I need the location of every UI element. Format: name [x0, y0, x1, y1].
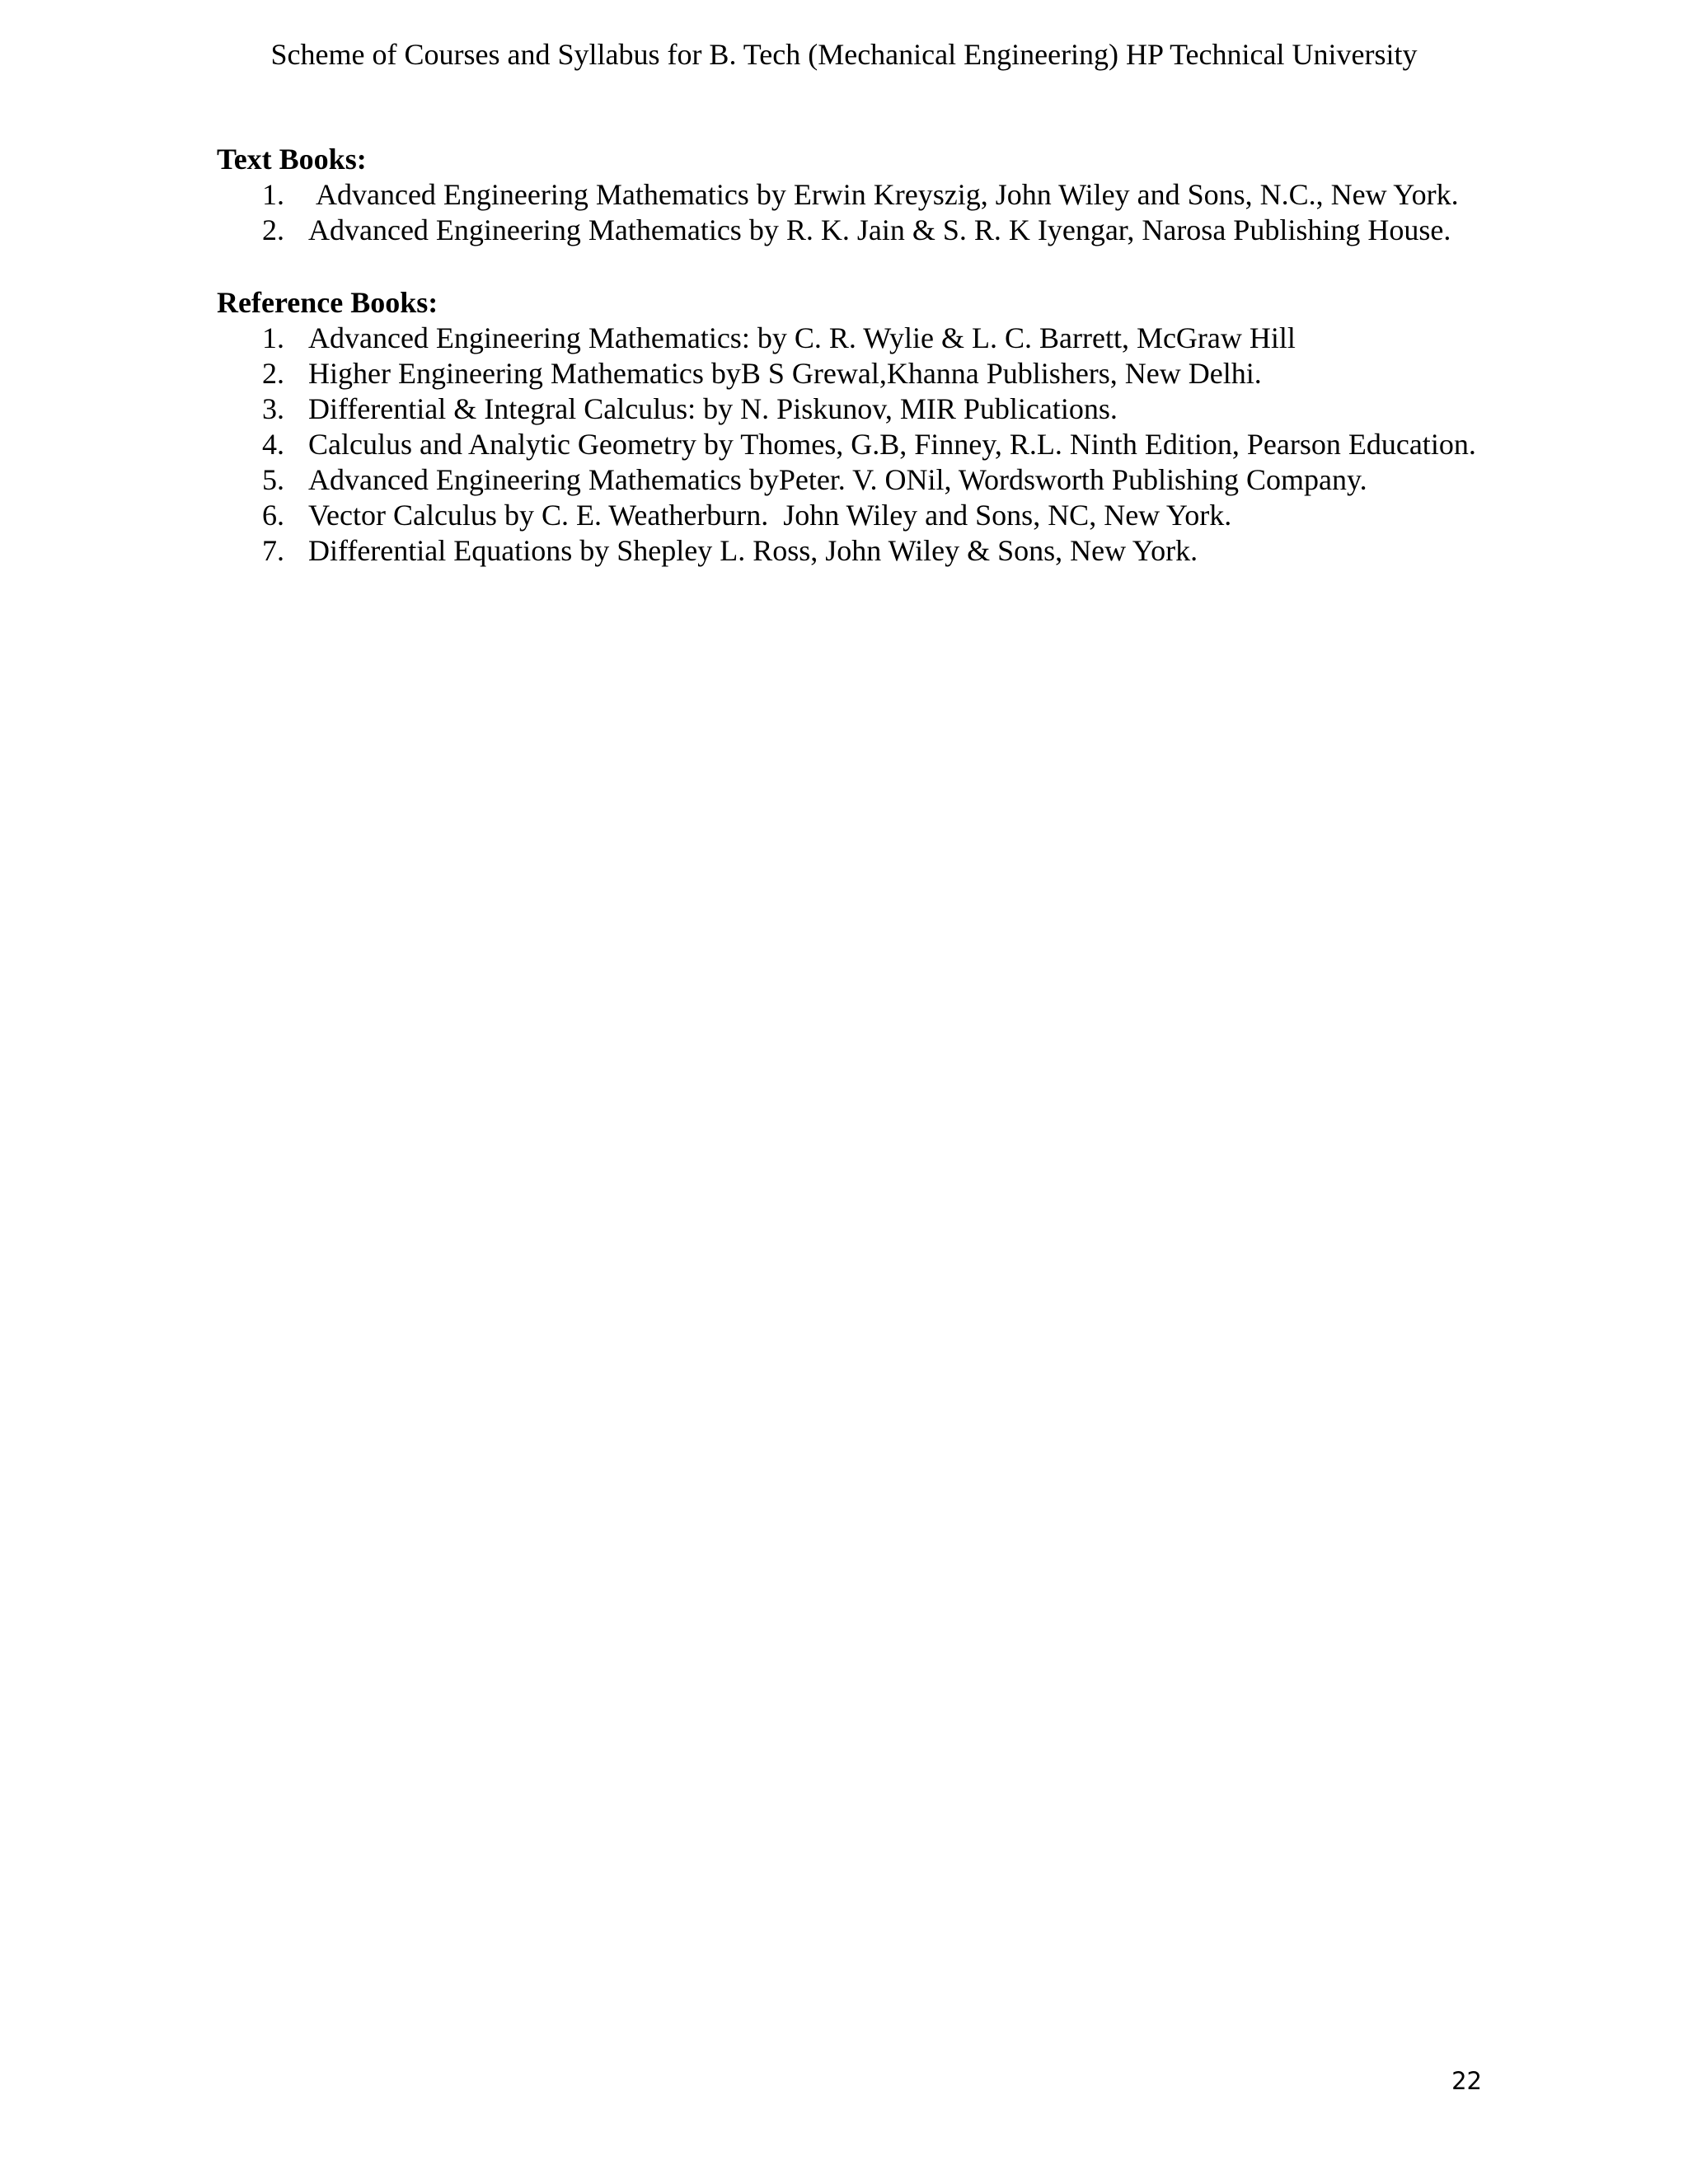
list-item-number: 2.	[262, 213, 284, 246]
list-item	[217, 177, 1482, 213]
list-item	[217, 213, 1482, 248]
list-item-number: 1.	[262, 178, 284, 211]
text-books-heading: Text Books:	[217, 143, 367, 176]
list-item	[217, 391, 1482, 427]
text-books-list	[217, 177, 1482, 248]
reference-books-heading: Reference Books:	[217, 286, 438, 319]
list-item	[217, 427, 1482, 462]
reference-books-section	[217, 285, 1482, 569]
list-item	[217, 462, 1482, 498]
document-body	[217, 142, 1482, 569]
list-item-text: Vector Calculus by C. E. Weatherburn. John Wiley and Sons, NC, New York.	[308, 499, 1232, 532]
list-item-number: 5.	[262, 463, 284, 496]
reference-books-list	[217, 321, 1482, 569]
list-item-text: Calculus and Analytic Geometry by Thomes, G.B, Finney, R.L. Ninth Edition, Pearson Education.	[308, 428, 1476, 461]
list-item-number: 4.	[262, 428, 284, 461]
list-item-number: 7.	[262, 534, 284, 567]
list-item-number: 6.	[262, 499, 284, 532]
list-item-number: 3.	[262, 392, 284, 425]
list-item	[217, 533, 1482, 569]
list-item-text: Higher Engineering Mathematics byB S Grewal,Khanna Publishers, New Delhi.	[308, 357, 1262, 390]
list-item-text: Advanced Engineering Mathematics by Erwin Kreyszig, John Wiley and Sons, N.C., New York.	[308, 178, 1459, 211]
page-header: Scheme of Courses and Syllabus for B. Tech (Mechanical Engineering) HP Technical University	[270, 38, 1418, 71]
list-item-text: Advanced Engineering Mathematics byPeter. V. ONil, Wordsworth Publishing Company.	[308, 463, 1367, 496]
list-item-number: 1.	[262, 321, 284, 354]
list-item-number: 2.	[262, 357, 284, 390]
list-item-text: Advanced Engineering Mathematics: by C. R. Wylie & L. C. Barrett, McGraw Hill	[308, 321, 1296, 354]
text-books-section	[217, 142, 1482, 248]
list-item-text: Differential & Integral Calculus: by N. Piskunov, MIR Publications.	[308, 392, 1118, 425]
list-item	[217, 356, 1482, 391]
page-number: 22	[1451, 2067, 1482, 2095]
list-item	[217, 321, 1482, 356]
list-item-text: Advanced Engineering Mathematics by R. K. Jain & S. R. K Iyengar, Narosa Publishing House.	[308, 213, 1451, 246]
list-item	[217, 498, 1482, 533]
list-item-text: Differential Equations by Shepley L. Ross, John Wiley & Sons, New York.	[308, 534, 1198, 567]
